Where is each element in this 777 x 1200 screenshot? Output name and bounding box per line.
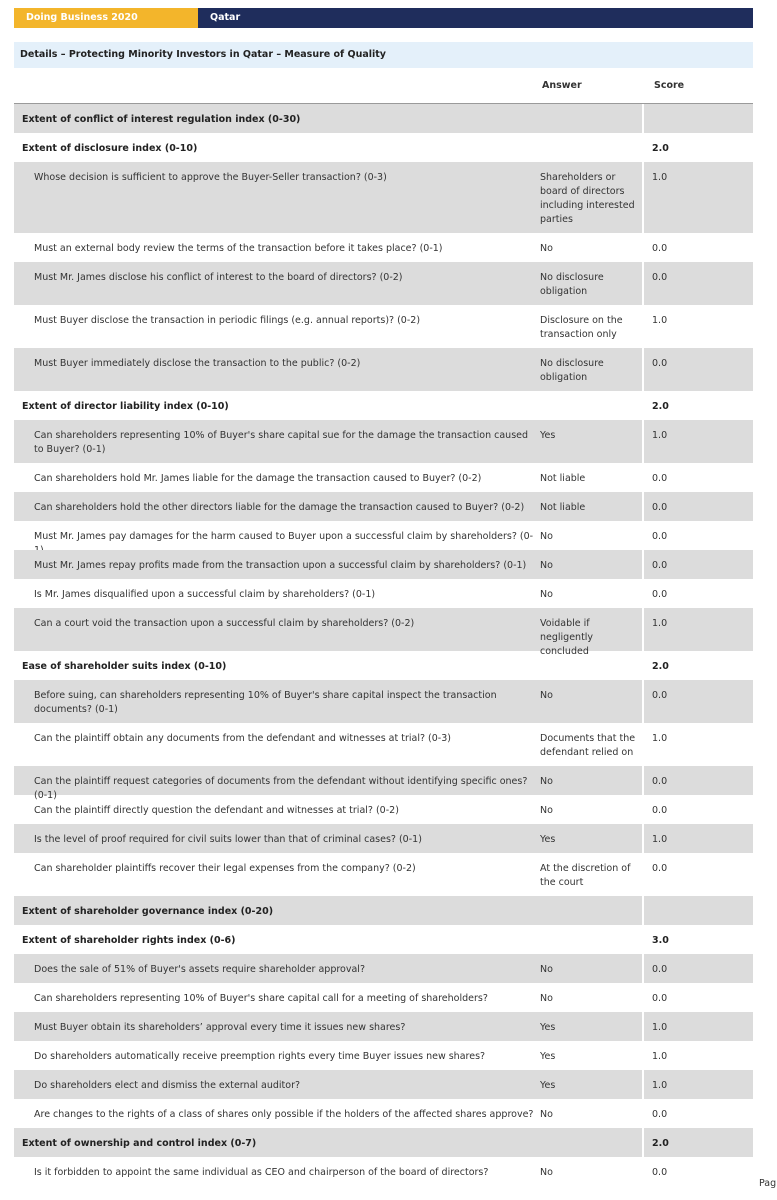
question-row	[14, 954, 753, 983]
score-cell: 0.0	[642, 954, 753, 983]
score-cell: 2.0	[642, 1128, 753, 1157]
question-text: Can shareholder plaintiffs recover their legal expenses from the company? (0-2)	[34, 863, 416, 874]
score-cell: 0.0	[642, 550, 753, 579]
score-cell: 0.0	[642, 680, 753, 723]
score-cell: 1.0	[642, 420, 753, 463]
score-cell: 1.0	[642, 1041, 753, 1070]
score-column-header: Score	[654, 80, 685, 91]
question-row	[14, 420, 753, 463]
question-text: Is Mr. James disqualified upon a successful claim by shareholders? (0-1)	[34, 589, 376, 600]
answer-cell: No	[540, 1109, 553, 1120]
score-cell: 2.0	[642, 651, 753, 680]
answer-cell: Shareholders or board of directors including interested parties	[540, 172, 635, 225]
score-cell: 0.0	[642, 1157, 753, 1186]
question-text: Can shareholders hold the other directors liable for the damage the transaction caused to Buyer? (0-2)	[34, 502, 525, 513]
section-title: Extent of disclosure index (0-10)	[22, 143, 198, 154]
question-text: Do shareholders automatically receive preemption rights every time Buyer issues new shares?	[34, 1051, 486, 1062]
answer-cell: No	[540, 1167, 553, 1178]
question-row	[14, 305, 753, 348]
question-row	[14, 492, 753, 521]
question-text: Can shareholders hold Mr. James liable for the damage the transaction caused to Buyer? (0-2)	[34, 473, 482, 484]
answer-cell: Yes	[540, 834, 556, 845]
details-title: Details – Protecting Minority Investors in Qatar – Measure of Quality	[14, 42, 753, 68]
question-text: Before suing, can shareholders representing 10% of Buyer's share capital inspect the transaction documents? (0-1)	[34, 690, 497, 715]
question-text: Must Buyer immediately disclose the transaction to the public? (0-2)	[34, 358, 361, 369]
question-row	[14, 463, 753, 492]
section-title: Extent of conflict of interest regulation index (0-30)	[22, 114, 301, 125]
answer-cell	[540, 896, 636, 905]
question-text: Is it forbidden to appoint the same individual as CEO and chairperson of the board of directors?	[34, 1167, 489, 1178]
answer-cell	[540, 925, 636, 934]
answer-cell: Yes	[540, 1080, 556, 1091]
question-row	[14, 521, 753, 550]
index-section-row	[14, 133, 753, 162]
question-row	[14, 162, 753, 233]
index-section-row	[14, 1128, 753, 1157]
index-section-row	[14, 896, 753, 925]
question-text: Must Buyer disclose the transaction in periodic filings (e.g. annual reports)? (0-2)	[34, 315, 421, 326]
answer-cell: Disclosure on the transaction only	[540, 315, 623, 340]
question-row	[14, 1070, 753, 1099]
answer-cell: Yes	[540, 430, 556, 441]
measure-of-quality-table	[14, 104, 753, 1186]
answer-cell: No	[540, 560, 553, 571]
report-header-bar	[14, 8, 753, 28]
answer-cell	[540, 1128, 636, 1137]
question-row	[14, 233, 753, 262]
answer-cell: Yes	[540, 1022, 556, 1033]
score-cell: 3.0	[642, 925, 753, 954]
score-cell: 1.0	[642, 723, 753, 766]
answer-cell: Voidable if negligently concluded	[540, 618, 594, 657]
question-text: Must Buyer obtain its shareholders’ approval every time it issues new shares?	[34, 1022, 406, 1033]
score-cell: 0.0	[642, 262, 753, 305]
score-cell: 0.0	[642, 348, 753, 391]
answer-cell: Not liable	[540, 473, 586, 484]
score-cell: 1.0	[642, 824, 753, 853]
answer-cell	[540, 391, 636, 400]
question-text: Must Mr. James disclose his conflict of interest to the board of directors? (0-2)	[34, 272, 403, 283]
score-cell: 0.0	[642, 983, 753, 1012]
answer-cell: Yes	[540, 1051, 556, 1062]
question-text: Can the plaintiff obtain any documents from the defendant and witnesses at trial? (0-3)	[34, 733, 451, 744]
question-text: Can shareholders representing 10% of Buyer's share capital call for a meeting of shareholders?	[34, 993, 488, 1004]
question-row	[14, 348, 753, 391]
answer-cell: No disclosure obligation	[540, 358, 604, 383]
score-cell	[642, 104, 753, 133]
question-text: Must Mr. James pay damages for the harm caused to Buyer upon a successful claim by shareholders? (0-	[34, 531, 534, 542]
question-text: Whose decision is sufficient to approve the Buyer-Seller transaction? (0-3)	[34, 172, 387, 183]
question-text: Must an external body review the terms of the transaction before it takes place? (0-1)	[34, 243, 443, 254]
question-row	[14, 795, 753, 824]
score-cell: 0.0	[642, 579, 753, 608]
question-text: Is the level of proof required for civil suits lower than that of criminal cases? (0-1)	[34, 834, 422, 845]
question-row	[14, 1041, 753, 1070]
score-cell: 1.0	[642, 1012, 753, 1041]
score-cell: 0.0	[642, 492, 753, 521]
question-row	[14, 608, 753, 657]
answer-cell: No	[540, 964, 553, 975]
question-text: Does the sale of 51% of Buyer's assets require shareholder approval?	[34, 964, 365, 975]
index-section-row	[14, 391, 753, 420]
question-text: Can the plaintiff request categories of documents from the defendant without identifying specific ones? (0-1)	[34, 776, 528, 801]
question-row	[14, 723, 753, 766]
question-row	[14, 1157, 753, 1186]
answer-column-header: Answer	[542, 80, 582, 91]
section-title: Ease of shareholder suits index (0-10)	[22, 661, 227, 672]
answer-cell: Not liable	[540, 502, 586, 513]
report-title: Doing Business 2020	[14, 8, 198, 28]
answer-cell	[540, 104, 636, 113]
answer-cell	[540, 651, 636, 660]
section-title: Extent of shareholder governance index (0-20)	[22, 906, 274, 917]
score-cell: 0.0	[642, 521, 753, 550]
question-text: Do shareholders elect and dismiss the external auditor?	[34, 1080, 301, 1091]
score-cell: 1.0	[642, 305, 753, 348]
question-text: Can a court void the transaction upon a successful claim by shareholders? (0-2)	[34, 618, 415, 629]
section-title: Extent of director liability index (0-10)	[22, 401, 229, 412]
score-cell: 0.0	[642, 233, 753, 262]
answer-cell: No	[540, 589, 553, 600]
section-title: Extent of ownership and control index (0-7)	[22, 1138, 257, 1149]
score-cell: 0.0	[642, 766, 753, 795]
score-cell: 1.0	[642, 1070, 753, 1099]
score-cell: 0.0	[642, 795, 753, 824]
score-cell: 2.0	[642, 133, 753, 162]
question-row	[14, 766, 753, 801]
page-footer-label: Pag	[759, 1178, 777, 1189]
question-row	[14, 262, 753, 305]
answer-cell: Documents that the defendant relied on	[540, 733, 636, 758]
question-row	[14, 1012, 753, 1041]
answer-cell: No	[540, 776, 553, 787]
question-text: Can shareholders representing 10% of Buyer's share capital sue for the damage the transaction caused to Buyer? (0-1)	[34, 430, 529, 455]
answer-cell: No	[540, 243, 553, 254]
question-row	[14, 853, 753, 896]
question-text: Are changes to the rights of a class of shares only possible if the holders of the affected shares approve?	[34, 1109, 534, 1120]
score-cell: 0.0	[642, 1099, 753, 1128]
question-row	[14, 983, 753, 1012]
answer-cell: No disclosure obligation	[540, 272, 604, 297]
question-row	[14, 680, 753, 723]
index-section-row	[14, 104, 753, 133]
answer-cell: No	[540, 690, 553, 701]
score-cell	[642, 896, 753, 925]
answer-cell: No	[540, 993, 553, 1004]
score-cell: 2.0	[642, 391, 753, 420]
score-cell: 0.0	[642, 463, 753, 492]
question-text: Can the plaintiff directly question the defendant and witnesses at trial? (0-2)	[34, 805, 399, 816]
index-section-row	[14, 651, 753, 680]
economy-name: Qatar	[210, 12, 241, 23]
question-row	[14, 824, 753, 853]
index-section-row	[14, 925, 753, 954]
answer-cell: No	[540, 531, 553, 542]
question-row	[14, 1099, 753, 1128]
score-cell: 1.0	[642, 162, 753, 233]
answer-cell: At the discretion of the court	[540, 863, 631, 888]
score-cell: 0.0	[642, 853, 753, 896]
answer-cell: No	[540, 805, 553, 816]
question-text: Must Mr. James repay profits made from the transaction upon a successful claim by shareholders? (0-1)	[34, 560, 527, 571]
question-row	[14, 579, 753, 608]
section-title: Extent of shareholder rights index (0-6)	[22, 935, 236, 946]
question-row	[14, 550, 753, 579]
answer-cell	[540, 133, 636, 142]
score-cell: 1.0	[642, 608, 753, 651]
